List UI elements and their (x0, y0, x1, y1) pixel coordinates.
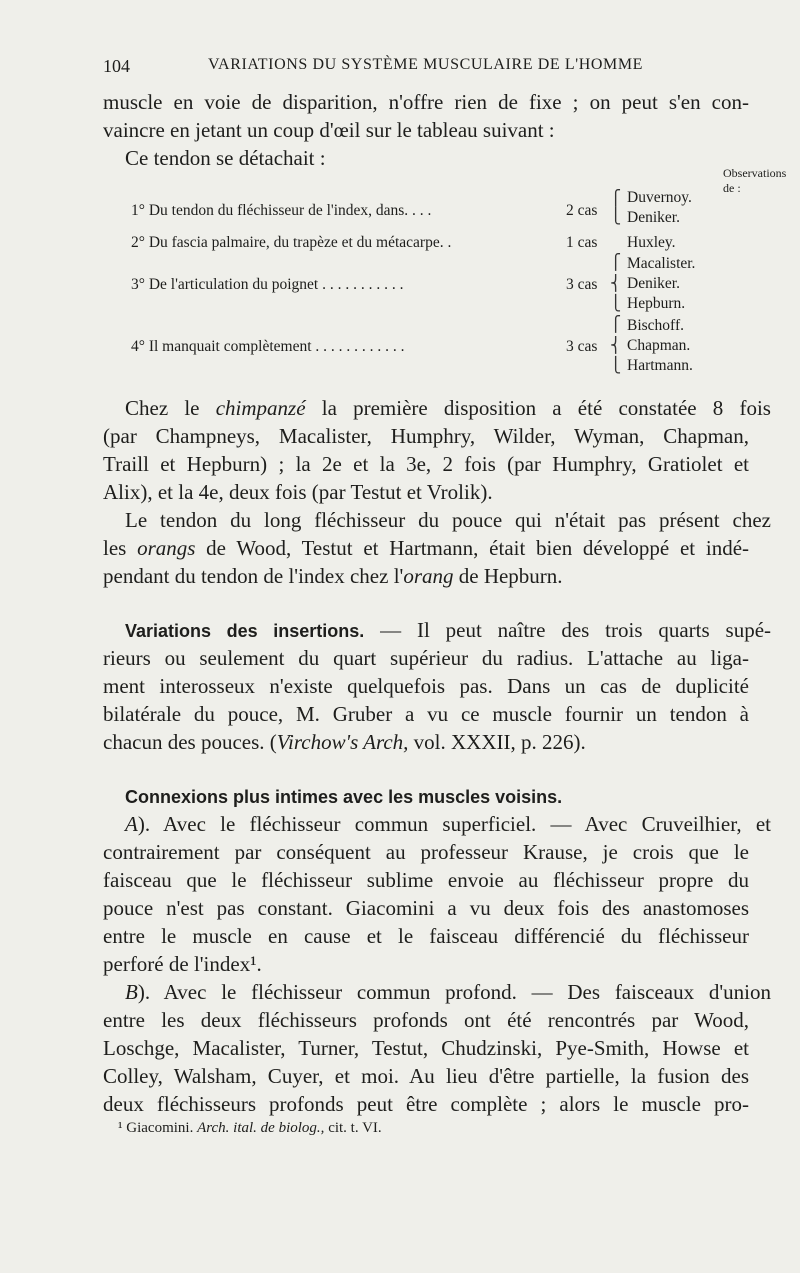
section-heading: Connexions plus intimes avec les muscles voisins. (125, 787, 563, 807)
text-run: Giacomini. (122, 1120, 198, 1136)
brace-icon: ⎧ (610, 191, 622, 207)
italic-run: Arch. ital. de biolog., (197, 1120, 325, 1136)
footnote-mark: ¹ (118, 1120, 123, 1136)
text-line (103, 978, 771, 1006)
observations-header: Observations de : (723, 166, 787, 195)
observer: Deniker. (627, 209, 680, 226)
brace-icon: ⎨ (610, 338, 622, 354)
brace-icon: ⎩ (610, 296, 622, 312)
italic-run: orangs (137, 536, 196, 560)
observer: Hepburn. (627, 295, 686, 312)
text-run: ). Avec le fléchisseur commun superficiel. — Avec Cruveilhier, et (137, 812, 771, 836)
brace-icon: ⎨ (610, 276, 622, 292)
observer: Deniker. (627, 275, 680, 292)
italic-run: chimpanzé (215, 396, 306, 420)
text-run: de Hepburn. (453, 564, 563, 588)
text-line (103, 534, 749, 562)
text-line: ment interosseux n'existe quelquefois pas. Dans un cas de duplicité (103, 674, 749, 698)
text-line: Le tendon du long fléchisseur du pouce qui n'était pas présent chez (125, 508, 771, 532)
brace-icon: ⎧ (610, 255, 622, 271)
text-line: Loschge, Macalister, Turner, Testut, Chudzinski, Pye-Smith, Howse et (103, 1036, 749, 1060)
text-run: les (103, 536, 138, 560)
text-run: la première disposition a été constatée 8 fois (305, 396, 771, 420)
observer: Hartmann. (627, 357, 693, 374)
row-label: 1° Du tendon du fléchisseur de l'index, dans. . . . (131, 202, 432, 219)
row-label: 2° Du fascia palmaire, du trapèze et du métacarpe. . (131, 234, 452, 251)
text-line (103, 616, 771, 645)
text-line: entre le muscle en cause et le faisceau différencié du fléchisseur (103, 924, 749, 948)
text-run: — Il peut naître des trois quarts supé- (364, 618, 772, 642)
text-line: bilatérale du pouce, M. Gruber a vu ce muscle fournir un tendon à (103, 702, 749, 726)
text-line (103, 810, 771, 838)
row-label: 4° Il manquait complètement . . . . . . . . . . . . (131, 338, 405, 355)
text-line: faisceau que le fléchisseur sublime envoie au fléchisseur propre du (103, 868, 749, 892)
text-run: ). Avec le fléchisseur commun profond. — Des faisceaux d'union (137, 980, 771, 1004)
row-count: 3 cas (566, 338, 598, 355)
italic-run: A (125, 812, 138, 836)
text-run: cit. t. VI. (324, 1120, 382, 1136)
text-line: contrairement par conséquent au professeur Krause, je crois que le (103, 840, 749, 864)
italic-run: B (125, 980, 138, 1004)
text-run: vol. XXXII, p. 226). (408, 730, 586, 754)
text-line: vaincre en jetant un coup d'œil sur le tableau suivant : (103, 118, 555, 142)
text-line (103, 394, 771, 422)
text-line: Ce tendon se détachait : (125, 146, 326, 170)
observer: Chapman. (627, 337, 691, 354)
brace-icon: ⎩ (610, 358, 622, 374)
text-line: rieurs ou seulement du quart supérieur du radius. L'attache au liga- (103, 646, 749, 670)
text-line: perforé de l'index¹. (103, 952, 262, 976)
row-count: 2 cas (566, 202, 598, 219)
observer: Huxley. (627, 234, 676, 251)
observer: Bischoff. (627, 317, 684, 334)
text-line: entre les deux fléchisseurs profonds ont été rencontrés par Wood, (103, 1008, 749, 1032)
text-run: de Wood, Testut et Hartmann, était bien développé et indé- (195, 536, 750, 560)
footnote (118, 1120, 382, 1137)
text-run: pendant du tendon de l'index chez l' (103, 564, 404, 588)
text-line (103, 728, 749, 756)
text-line: pouce n'est pas constant. Giacomini a vu deux fois des anastomoses (103, 896, 749, 920)
row-count: 3 cas (566, 276, 598, 293)
text-run: chacun des pouces. ( (103, 730, 277, 754)
brace-icon: ⎩ (610, 209, 622, 225)
row-count: 1 cas (566, 234, 598, 251)
text-line: muscle en voie de disparition, n'offre rien de fixe ; on peut s'en con- (103, 90, 749, 114)
text-run: Chez le (125, 396, 216, 420)
brace-icon: ⎧ (610, 317, 622, 333)
page-number: 104 (103, 56, 130, 76)
text-line (103, 782, 771, 811)
text-line: Colley, Walsham, Cuyer, et moi. Au lieu d'être partielle, la fusion des (103, 1064, 749, 1088)
running-title: VARIATIONS DU SYSTÈME MUSCULAIRE DE L'HOMME (207, 56, 644, 73)
italic-run: orang (403, 564, 454, 588)
row-label: 3° De l'articulation du poignet . . . . . . . . . . . (131, 276, 404, 293)
text-line: Alix), et la 4e, deux fois (par Testut et Vrolik). (103, 480, 493, 504)
text-line: (par Champneys, Macalister, Humphry, Wilder, Wyman, Chapman, (103, 424, 749, 448)
text-line (103, 562, 749, 590)
section-heading: Variations des insertions. (125, 621, 365, 641)
text-line: Traill et Hepburn) ; la 2e et la 3e, 2 fois (par Humphry, Gratiolet et (103, 452, 749, 476)
observer: Duvernoy. (627, 189, 692, 206)
text-line: deux fléchisseurs profonds peut être complète ; alors le muscle pro- (103, 1092, 749, 1116)
observer: Macalister. (627, 255, 696, 272)
italic-run: Virchow's Arch, (276, 730, 409, 754)
page-header (103, 56, 748, 80)
